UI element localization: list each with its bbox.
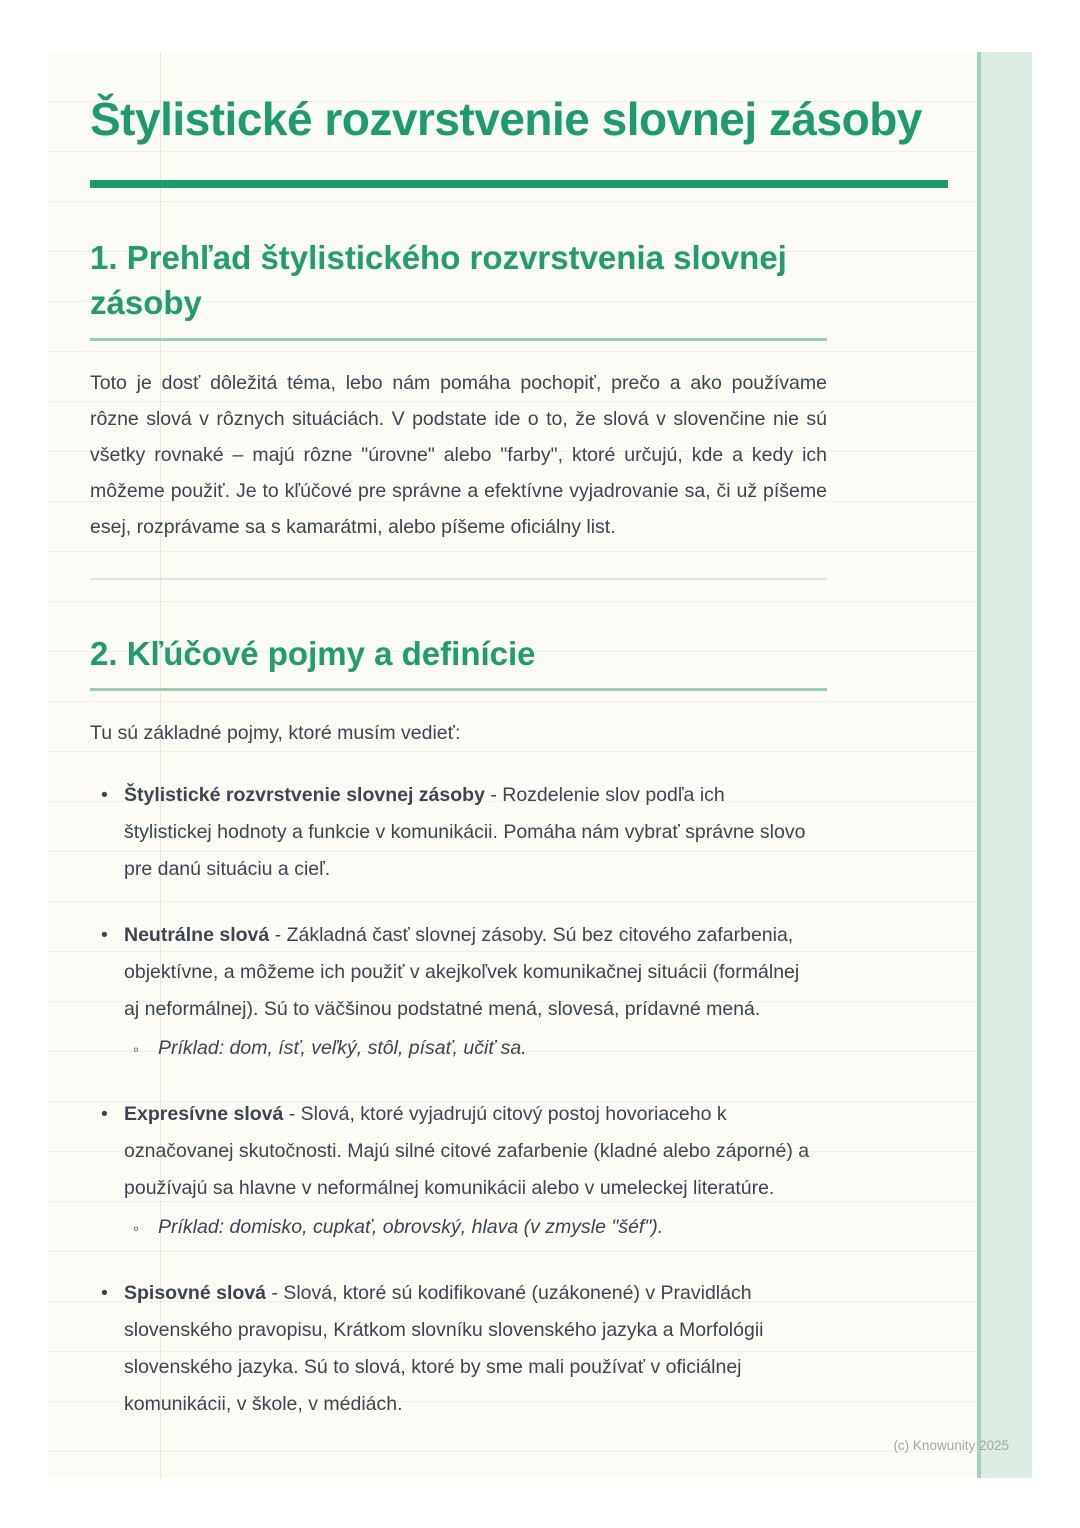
page-side-stripe	[977, 52, 1032, 1478]
example-item: ◦ Príklad: domisko, cupkať, obrovský, hlava (v zmysle "šéf").	[124, 1209, 810, 1246]
list-item	[90, 1096, 810, 1246]
copyright-watermark: (c) Knowunity 2025	[893, 1438, 1009, 1453]
document-sheet	[48, 52, 1032, 1478]
title-divider-rule	[90, 180, 948, 188]
list-item	[90, 777, 810, 888]
term-definition: - Základná časť slovnej zásoby. Sú bez citového zafarbenia, objektívne, a môžeme ich použiť v akejkoľvek komunikačnej situácii (formálnej aj neformálnej). Sú to väčšinou podstatné mená, slovesá, prídavné mená.	[124, 924, 800, 1021]
section-1-heading: 1. Prehľad štylistického rozvrstvenia slovnej zásoby	[90, 238, 787, 321]
term-definition: - Slová, ktoré sú kodifikované (uzákonené) v Pravidlách slovenského pravopisu, Krátkom slovníku slovenského jazyka a Morfológii slovenského jazyka. Sú to slová, ktoré by sme mali používať v oficiálnej komunikácii, v škole, v médiách.	[124, 1282, 764, 1416]
section-2-intro: Tu sú základné pojmy, ktoré musím vedieť:	[90, 722, 461, 745]
section-2-underline	[90, 688, 827, 691]
section-1-paragraph: Toto je dosť dôležitá téma, lebo nám pomáha pochopiť, prečo a ako používame rôzne slová v rôznych situáciách. V podstate ide o to, že slová v slovenčine nie sú všetky rovnaké – majú rôzne "úrovne" alebo "farby", ktoré určujú, kde a kedy ich môžeme použiť. Je to kľúčové pre správne a efektívne vyjadrovanie sa, či už píšeme esej, rozprávame sa s kamarátmi, alebo píšeme oficiálny list.	[90, 371, 827, 538]
page-title: Štylistické rozvrstvenie slovnej zásoby	[90, 93, 922, 145]
term-label: Expresívne slová	[124, 1103, 284, 1126]
section-spacer	[90, 580, 950, 632]
key-terms-list	[90, 777, 810, 1423]
list-item	[90, 1275, 810, 1423]
list-item	[90, 917, 810, 1067]
example-sublist	[124, 1030, 810, 1067]
example-sublist	[124, 1209, 810, 1246]
section-1-underline	[90, 338, 827, 341]
document-content	[90, 52, 950, 1452]
term-label: Štylistické rozvrstvenie slovnej zásoby	[124, 784, 485, 807]
term-definition: - Slová, ktoré vyjadrujú citový postoj hovoriaceho k označovanej skutočnosti. Majú silné citové zafarbenie (kladné alebo záporné) a používajú sa hlavne v neformálnej komunikácii alebo v umeleckej literatúre.	[124, 1103, 810, 1200]
example-item: ◦ Príklad: dom, ísť, veľký, stôl, písať, učiť sa.	[124, 1030, 810, 1067]
section-2-heading: 2. Kľúčové pojmy a definície	[90, 634, 536, 672]
term-definition: - Rozdelenie slov podľa ich štylistickej hodnoty a funkcie v komunikácii. Pomáha nám vybrať správne slovo pre danú situáciu a cieľ.	[124, 784, 806, 881]
term-label: Spisovné slová	[124, 1282, 266, 1305]
term-label: Neutrálne slová	[124, 924, 270, 947]
